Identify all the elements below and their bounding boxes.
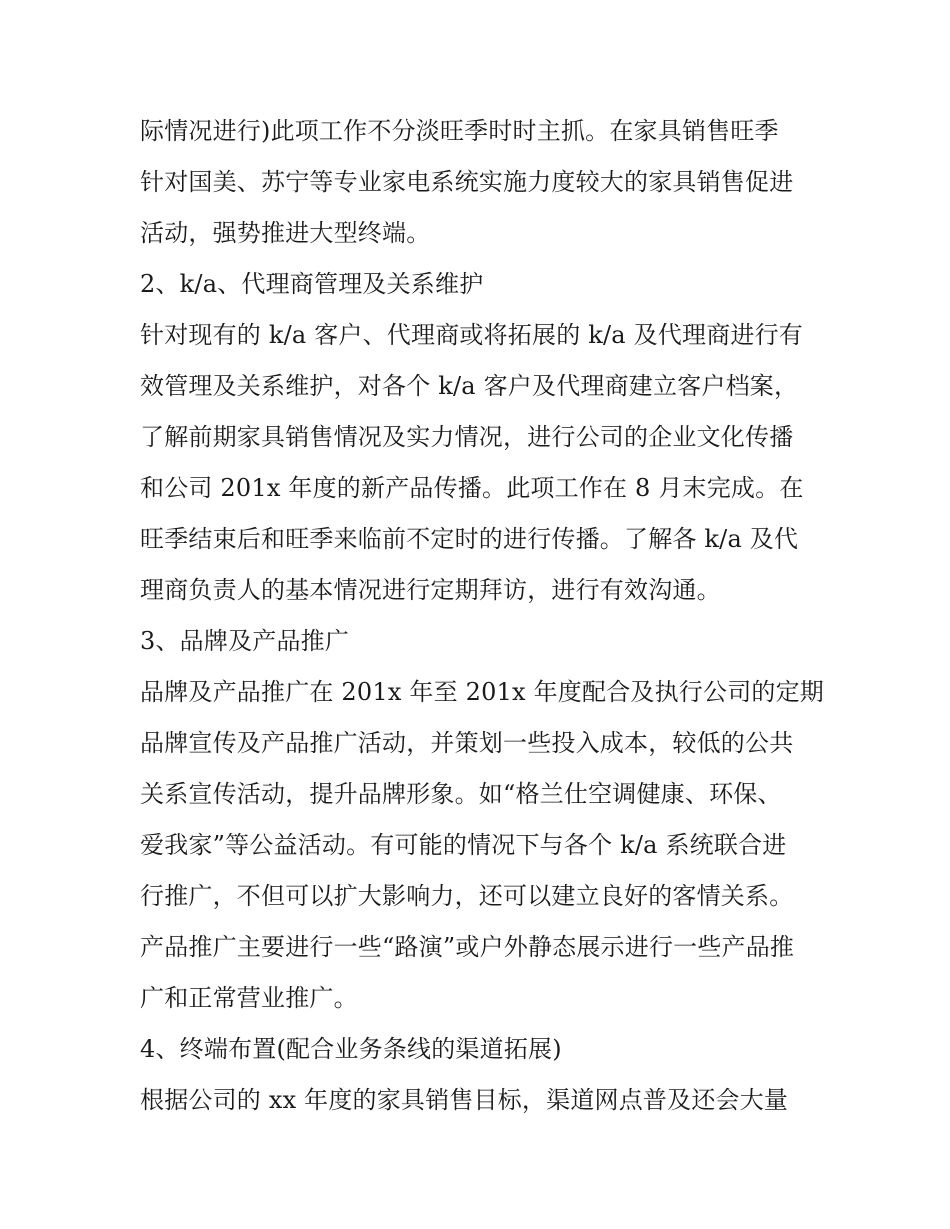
section-heading: 2、k/a、代理商管理及关系维护 (140, 270, 484, 298)
text-line: 针对现有的 k/a 客户、代理商或将拓展的 k/a 及代理商进行有 (140, 321, 803, 349)
text-line: 品牌宣传及产品推广活动，并策划一些投入成本，较低的公共 (140, 729, 794, 757)
text-line: 效管理及关系维护，对各个 k/a 客户及代理商建立客户档案， (140, 372, 799, 400)
text-line: 根据公司的 xx 年度的家具销售目标，渠道网点普及还会大量 (140, 1086, 789, 1114)
text-line: 旺季结束后和旺季来临前不定时的进行传播。了解各 k/a 及代 (140, 525, 799, 553)
text-line: 品牌及产品推广在 201x 年至 201x 年度配合及执行公司的定期 (140, 678, 825, 706)
text-line: 针对国美、苏宁等专业家电系统实施力度较大的家具销售促进 (140, 168, 794, 196)
text-line: 际情况进行)此项工作不分淡旺季时时主抓。在家具销售旺季 (140, 117, 779, 145)
section-heading: 4、终端布置(配合业务条线的渠道拓展) (140, 1035, 562, 1063)
text-line: 产品推广主要进行一些“路演”或户外静态展示进行一些产品推 (140, 933, 795, 961)
text-line: 广和正常营业推广。 (140, 984, 358, 1012)
document-body (140, 106, 825, 1126)
text-line: 了解前期家具销售情况及实力情况，进行公司的企业文化传播 (140, 423, 794, 451)
text-line: 爱我家”等公益活动。有可能的情况下与各个 k/a 系统联合进 (140, 831, 787, 859)
text-line: 活动，强势推进大型终端。 (140, 219, 431, 247)
text-line: 关系宣传活动，提升品牌形象。如“格兰仕空调健康、环保、 (140, 780, 782, 808)
text-line: 和公司 201x 年度的新产品传播。此项工作在 8 月末完成。在 (140, 474, 804, 502)
text-line: 行推广，不但可以扩大影响力，还可以建立良好的客情关系。 (140, 882, 794, 910)
text-line: 理商负责人的基本情况进行定期拜访，进行有效沟通。 (140, 576, 721, 604)
section-heading: 3、品牌及产品推广 (140, 627, 350, 655)
